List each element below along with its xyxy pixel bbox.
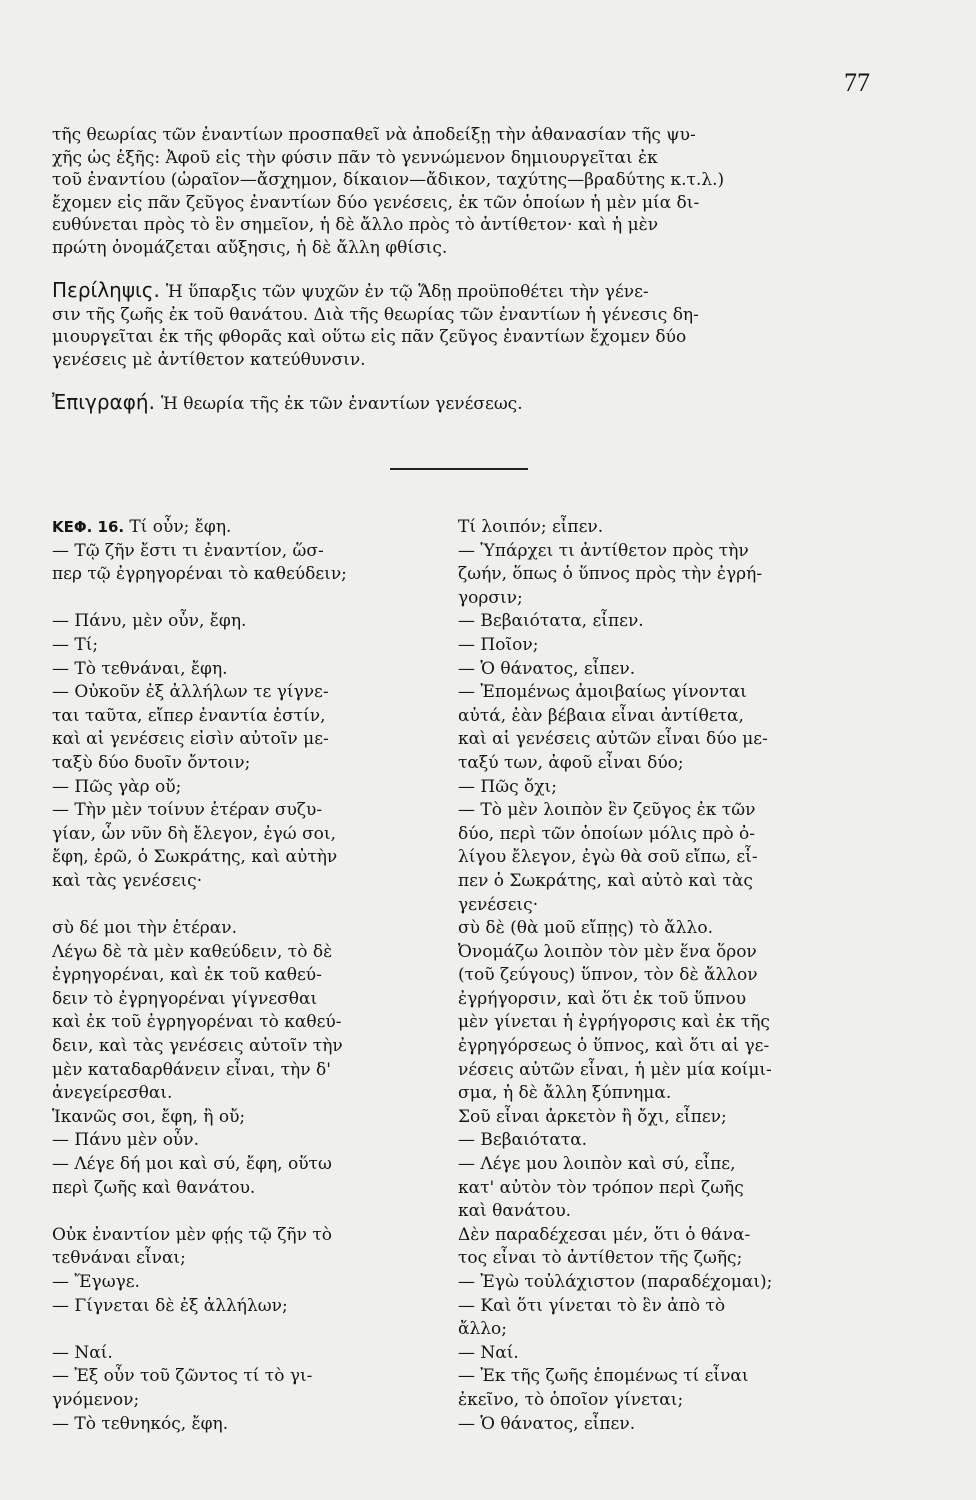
line-text: — Ὑπάρχει τι ἀντίθετον πρὸς τὴν — [458, 540, 749, 561]
inscription-paragraph — [52, 391, 864, 416]
inscription-text: Ἡ θεωρία τῆς ἐκ τῶν ἐναντίων γενέσεως. — [160, 394, 523, 414]
line-text: πεν ὁ Σωκράτης, καὶ αὐτὸ καὶ τὰς — [458, 870, 753, 891]
blank-line — [52, 1200, 462, 1224]
line-text: — Τὸ τεθνηκός, ἔφη. — [52, 1413, 229, 1434]
text-line — [52, 681, 462, 705]
text-line — [458, 917, 868, 941]
line-text: — Ναί. — [458, 1342, 519, 1363]
text-line — [458, 823, 868, 847]
text-line — [52, 917, 462, 941]
line-text: καὶ τὰς γενέσεις· — [52, 870, 203, 891]
line-text: Σοῦ εἶναι ἀρκετὸν ἢ ὄχι, εἶπεν; — [458, 1106, 727, 1127]
line-text: σμα, ἡ δὲ ἄλλη ξύπνημα. — [458, 1083, 672, 1104]
summary-line: Ἡ ὕπαρξις τῶν ψυχῶν ἐν τῷ Ἅδῃ προϋποθέτει τὴν γένε- — [165, 282, 649, 302]
line-text: — Ἐξ οὖν τοῦ ζῶντος τί τὸ γι- — [52, 1366, 313, 1387]
inscription-label: Ἐπιγραφή. — [52, 390, 155, 414]
line-text: ταξὺ δύο δυοῖν ὄντοιν; — [52, 752, 251, 773]
line-text: κατ' αὐτὸν τὸν τρόπον περὶ ζωῆς — [458, 1177, 744, 1198]
line-text: — Ἔγωγε. — [52, 1272, 140, 1292]
line-text: — Τὸ τεθνάναι, ἔφη. — [52, 658, 228, 679]
text-line — [52, 540, 462, 564]
line-text: νέσεις αὐτῶν εἶναι, ἡ μὲν μία κοίμι- — [458, 1059, 772, 1080]
intro-section — [52, 124, 864, 416]
text-line — [52, 610, 462, 634]
text-line — [52, 870, 462, 894]
line-text: — Ποῖον; — [458, 634, 539, 655]
line-text: καὶ αἱ γενέσεις εἰσὶν αὐτοῖν με- — [52, 729, 329, 750]
line-text: αὐτά, ἐὰν βέβαια εἶναι ἀντίθετα, — [458, 705, 744, 726]
line-text: ἐκεῖνο, τὸ ὁποῖον γίνεται; — [458, 1389, 684, 1410]
text-line — [458, 1011, 868, 1035]
text-line — [52, 516, 462, 540]
text-line — [52, 799, 462, 823]
line-text: Ἱκανῶς σοι, ἔφη, ἢ οὔ; — [52, 1106, 246, 1127]
text-line — [52, 1177, 462, 1201]
text-line — [52, 823, 462, 847]
line-text: τεθνάναι εἶναι; — [52, 1248, 186, 1269]
line-text: — Ἐκ τῆς ζωῆς ἑπομένως τί εἶναι — [458, 1366, 749, 1387]
line-text: ἀνεγείρεσθαι. — [52, 1083, 173, 1104]
text-line — [458, 1177, 868, 1201]
line-text: (τοῦ ζεύγους) ὕπνον, τὸν δὲ ἄλλον — [458, 965, 758, 986]
line-text: — Τῷ ζῆν ἔστι τι ἐναντίον, ὥσ- — [52, 540, 324, 561]
text-line — [458, 988, 868, 1012]
text-line — [458, 1318, 868, 1342]
text-line — [52, 1224, 462, 1248]
blank-line — [52, 1318, 462, 1342]
line-text: ταξύ των, ἀφοῦ εἶναι δύο; — [458, 752, 684, 773]
chapter-marker: ΚΕΦ. 16. — [52, 518, 130, 536]
intro-line: ἔχομεν εἰς πᾶν ζεῦγος ἐναντίων δύο γενέσεις, ἐκ τῶν ὁποίων ἡ μὲν μία δι- — [52, 192, 700, 213]
line-text: — Πάνυ, μὲν οὖν, ἔφη. — [52, 611, 247, 632]
intro-line: χῆς ὡς ἑξῆς: Ἀφοῦ εἰς τὴν φύσιν πᾶν τὸ γεννώμενον δημιουργεῖται ἐκ — [52, 147, 658, 168]
text-line — [458, 1059, 868, 1083]
text-line — [52, 634, 462, 658]
text-line — [52, 1129, 462, 1153]
text-line — [458, 894, 868, 918]
line-text: — Λέγε δή μοι καὶ σύ, ἔφη, οὕτω — [52, 1154, 332, 1175]
line-text: ἐγρηγορέναι, καὶ ἐκ τοῦ καθεύ- — [52, 965, 322, 986]
blank-line — [52, 587, 462, 611]
summary-label: Περίληψις. — [52, 278, 160, 302]
line-text: Δὲν παραδέχεσαι μέν, ὅτι ὁ θάνα- — [458, 1224, 751, 1245]
text-line — [458, 752, 868, 776]
line-text: — Πῶς γὰρ οὔ; — [52, 776, 182, 797]
text-line — [458, 1224, 868, 1248]
summary-paragraph — [52, 279, 864, 304]
text-line — [458, 1271, 868, 1295]
text-line — [458, 799, 868, 823]
line-text: — Βεβαιότατα. — [458, 1130, 588, 1151]
text-line — [458, 610, 868, 634]
text-line — [458, 1247, 868, 1271]
summary-line: μιουργεῖται ἐκ τῆς φθορᾶς καὶ οὕτω εἰς πᾶν ζεῦγος ἐναντίων ἔχομεν δύο — [52, 327, 687, 347]
translation-column — [458, 516, 868, 1436]
page-number: 77 — [844, 68, 870, 97]
text-line — [458, 1129, 868, 1153]
text-line — [458, 516, 868, 540]
text-line — [458, 846, 868, 870]
summary-line: σιν τῆς ζωῆς ἐκ τοῦ θανάτου. Διὰ τῆς θεωρίας τῶν ἐναντίων ἡ γένεσις δη- — [52, 304, 699, 325]
text-line — [52, 658, 462, 682]
text-line — [458, 705, 868, 729]
line-text: γενέσεις· — [458, 894, 539, 915]
line-text: ἔφη, ἐρῶ, ὁ Σωκράτης, καὶ αὐτὴν — [52, 847, 338, 868]
line-text: — Ὁ θάνατος, εἶπεν. — [458, 658, 636, 679]
text-line — [52, 1271, 462, 1295]
line-text: περὶ ζωῆς καὶ θανάτου. — [52, 1177, 256, 1198]
text-line — [52, 988, 462, 1012]
text-line — [458, 941, 868, 965]
blank-line — [52, 894, 462, 918]
line-text: τος εἶναι τὸ ἀντίθετον τῆς ζωῆς; — [458, 1248, 743, 1269]
line-text: καὶ αἱ γενέσεις αὐτῶν εἶναι δύο με- — [458, 729, 768, 750]
text-line — [52, 752, 462, 776]
line-text: — Καὶ ὅτι γίνεται τὸ ἓν ἀπὸ τὸ — [458, 1295, 726, 1316]
line-text: — Τὸ μὲν λοιπὸν ἓν ζεῦγος ἐκ τῶν — [458, 800, 756, 821]
line-text: καὶ θανάτου. — [458, 1201, 572, 1222]
line-text: μὲν γίνεται ἡ ἐγρήγορσις καὶ ἐκ τῆς — [458, 1012, 770, 1033]
text-line — [52, 563, 462, 587]
text-line — [52, 1365, 462, 1389]
text-line — [458, 1153, 868, 1177]
text-line — [52, 1413, 462, 1437]
line-text: ται ταῦτα, εἴπερ ἐναντία ἐστίν, — [52, 705, 326, 726]
text-line — [52, 776, 462, 800]
line-text: περ τῷ ἐγρηγορέναι τὸ καθεύδειν; — [52, 564, 347, 585]
line-text: — Ἐπομένως ἀμοιβαίως γίνονται — [458, 682, 747, 703]
text-line — [458, 540, 868, 564]
section-divider — [390, 468, 528, 470]
line-text: — Λέγε μου λοιπὸν καὶ σύ, εἶπε, — [458, 1154, 736, 1175]
line-text: — Βεβαιότατα, εἶπεν. — [458, 611, 644, 632]
line-text: δύο, περὶ τῶν ὁποίων μόλις πρὸ ὀ- — [458, 823, 756, 844]
line-text: — Οὐκοῦν ἐξ ἀλλήλων τε γίγνε- — [52, 682, 329, 703]
line-text: — Πῶς ὄχι; — [458, 776, 557, 797]
text-line — [52, 1082, 462, 1106]
greek-text-column — [52, 516, 462, 1436]
text-line — [52, 964, 462, 988]
text-line — [52, 1295, 462, 1319]
text-line — [52, 705, 462, 729]
text-line — [458, 1082, 868, 1106]
text-line — [52, 941, 462, 965]
text-line — [458, 1295, 868, 1319]
text-line — [52, 1059, 462, 1083]
line-text: δειν, καὶ τὰς γενέσεις αὐτοῖν τὴν — [52, 1036, 343, 1057]
text-line — [52, 1106, 462, 1130]
line-text: ἐγρήγορσιν, καὶ ὅτι ἐκ τοῦ ὕπνου — [458, 988, 747, 1009]
text-line — [458, 681, 868, 705]
line-text: γνόμενον; — [52, 1389, 140, 1410]
line-text: ζωήν, ὅπως ὁ ὕπνος πρὸς τὴν ἐγρή- — [458, 564, 763, 585]
text-line — [458, 870, 868, 894]
line-text: σὺ δὲ (θὰ μοῦ εἴπῃς) τὸ ἄλλο. — [458, 918, 713, 939]
text-line — [458, 563, 868, 587]
line-text: μὲν καταδαρθάνειν εἶναι, τὴν δ' — [52, 1059, 331, 1080]
text-line — [458, 728, 868, 752]
intro-line: ευθύνεται πρὸς τὸ ἓν σημεῖον, ἡ δὲ ἄλλο πρὸς τὸ ἀντίθετον· καὶ ἡ μὲν — [52, 215, 659, 235]
line-text: ἐγρηγόρσεως ὁ ὕπνος, καὶ ὅτι αἱ γε- — [458, 1036, 770, 1057]
text-line — [458, 1389, 868, 1413]
intro-line: τοῦ ἐναντίου (ὡραῖον—ἄσχημον, δίκαιον—ἄδικον, ταχύτης—βραδύτης κ.τ.λ.) — [52, 170, 725, 190]
text-line — [52, 1342, 462, 1366]
text-line — [458, 964, 868, 988]
line-text: Ὀνομάζω λοιπὸν τὸν μὲν ἕνα ὅρον — [458, 941, 757, 962]
text-line — [52, 728, 462, 752]
line-text: — Ναί. — [52, 1342, 113, 1363]
text-line — [458, 634, 868, 658]
summary-line: γενέσεις μὲ ἀντίθετον κατεύθυνσιν. — [52, 349, 366, 370]
intro-line: πρώτη ὀνομάζεται αὔξησις, ἡ δὲ ἄλλη φθίσις. — [52, 237, 448, 258]
line-text: Τί λοιπόν; εἶπεν. — [458, 517, 604, 537]
text-line — [458, 1365, 868, 1389]
line-text: ἄλλο; — [458, 1319, 507, 1340]
text-line — [52, 1389, 462, 1413]
line-text: δειν τὸ ἐγρηγορέναι γίγνεσθαι — [52, 988, 318, 1009]
text-line — [52, 1011, 462, 1035]
line-text: λίγου ἔλεγον, ἐγὼ θὰ σοῦ εἴπω, εἶ- — [458, 847, 758, 868]
line-text: γορσιν; — [458, 587, 523, 608]
line-text: — Γίγνεται δὲ ἐξ ἀλλήλων; — [52, 1295, 288, 1316]
line-text: Λέγω δὲ τὰ μὲν καθεύδειν, τὸ δὲ — [52, 941, 333, 962]
line-text: — Ὁ θάνατος, εἶπεν. — [458, 1413, 636, 1434]
line-text: Οὐκ ἐναντίον μὲν φῄς τῷ ζῆν τὸ — [52, 1224, 332, 1245]
line-text: σὺ δέ μοι τὴν ἑτέραν. — [52, 918, 238, 939]
line-text: — Πάνυ μὲν οὖν. — [52, 1130, 199, 1151]
text-line — [52, 846, 462, 870]
intro-line: τῆς θεωρίας τῶν ἐναντίων προσπαθεῖ νὰ ἀποδείξῃ τὴν ἀθανασίαν τῆς ψυ- — [52, 125, 696, 145]
text-line — [458, 1413, 868, 1437]
line-text: — Τί; — [52, 634, 99, 655]
text-line — [458, 776, 868, 800]
line-text: Τί οὖν; ἔφη. — [129, 517, 232, 537]
text-line — [458, 1342, 868, 1366]
text-line — [458, 1200, 868, 1224]
text-line — [458, 658, 868, 682]
text-line — [52, 1153, 462, 1177]
text-line — [52, 1247, 462, 1271]
line-text: — Τὴν μὲν τοίνυν ἑτέραν συζυ- — [52, 800, 323, 821]
text-line — [458, 1106, 868, 1130]
text-line — [458, 587, 868, 611]
text-line — [458, 1035, 868, 1059]
text-line — [52, 1035, 462, 1059]
line-text: — Ἐγὼ τοὐλάχιστον (παραδέχομαι); — [458, 1272, 773, 1292]
line-text: καὶ ἐκ τοῦ ἐγρηγορέναι τὸ καθεύ- — [52, 1012, 342, 1033]
line-text: γίαν, ὧν νῦν δὴ ἔλεγον, ἐγώ σοι, — [52, 823, 336, 844]
